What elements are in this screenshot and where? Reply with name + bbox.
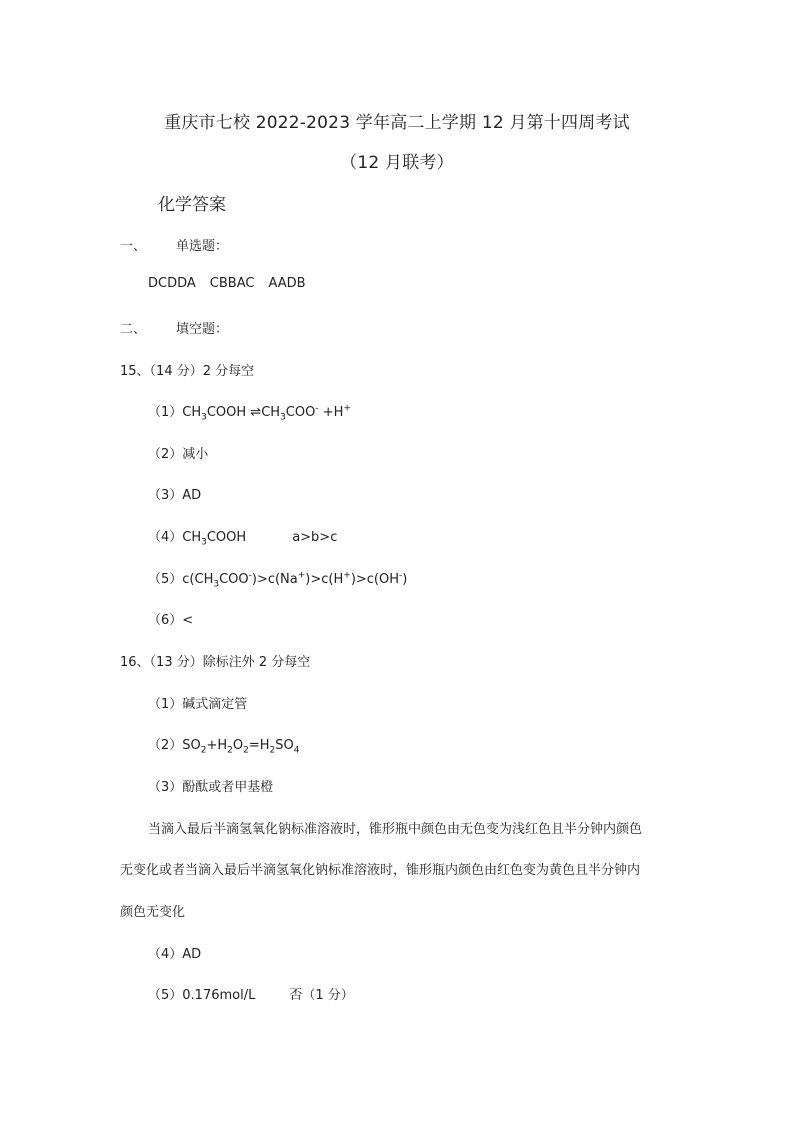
q16-header: 16、（13 分）除标注外 2 分每空 <box>120 655 311 670</box>
q16-answer-1: （1）碱式滴定管 <box>148 697 248 712</box>
q15-answer-4: $(4)CH_3COOH$ a>b>c <box>148 530 338 548</box>
answers-group-3: AADB <box>268 276 306 291</box>
q16-answer-3: （3）酚酞或者甲基橙 <box>148 780 274 795</box>
answers-group-2: CBBAC <box>209 276 255 291</box>
answers-group-1: DCDDA <box>148 276 196 291</box>
q15-answer-3: （3）AD <box>148 488 202 503</box>
q15-answer-2: （2）减小 <box>148 447 209 462</box>
subject-heading: 化学答案 <box>158 195 226 215</box>
section-2-label: 填空题： <box>176 322 229 337</box>
q16-explanation-line-3: 颜色无变化 <box>120 905 186 920</box>
q16-answer-2: $(2)SO_2+H_2O_2=H_2SO_4$ <box>148 738 300 756</box>
q16-explanation-line-2: 无变化或者当滴入最后半滴氢氧化钠标准溶液时，锥形瓶内颜色由红色变为黄色且半分钟内 <box>120 863 641 878</box>
q15-header: 15、（14 分）2 分每空 <box>120 364 255 379</box>
section-2-number: 二、 <box>120 322 147 337</box>
section-1-answers <box>148 276 306 291</box>
document-subtitle: （12 月联考） <box>340 153 454 173</box>
q16-explanation-line-1: 当滴入最后半滴氢氧化钠标准溶液时，锥形瓶中颜色由无色变为浅红色且半分钟内颜色 <box>148 822 643 837</box>
section-1-number: 一、 <box>120 239 147 254</box>
q15-answer-5: $(5)c(CH_3COO^-)>c(Na^+)>c(H^+)>c(OH^-)$ <box>148 570 408 590</box>
section-1-label: 单选题： <box>176 239 229 254</box>
q15-answer-1: $(1)CH_3COOH$ $\rightleftharpoons CH_3COO^- +H^+$ <box>148 403 351 423</box>
q16-answer-5: （5）0.176mol/L 否（1 分） <box>148 988 354 1003</box>
document-title: 重庆市七校 2022-2023 学年高二上学期 12 月第十四周考试 <box>164 113 630 133</box>
q15-answer-6: （6）< <box>148 613 194 628</box>
q16-answer-4: （4）AD <box>148 947 202 962</box>
